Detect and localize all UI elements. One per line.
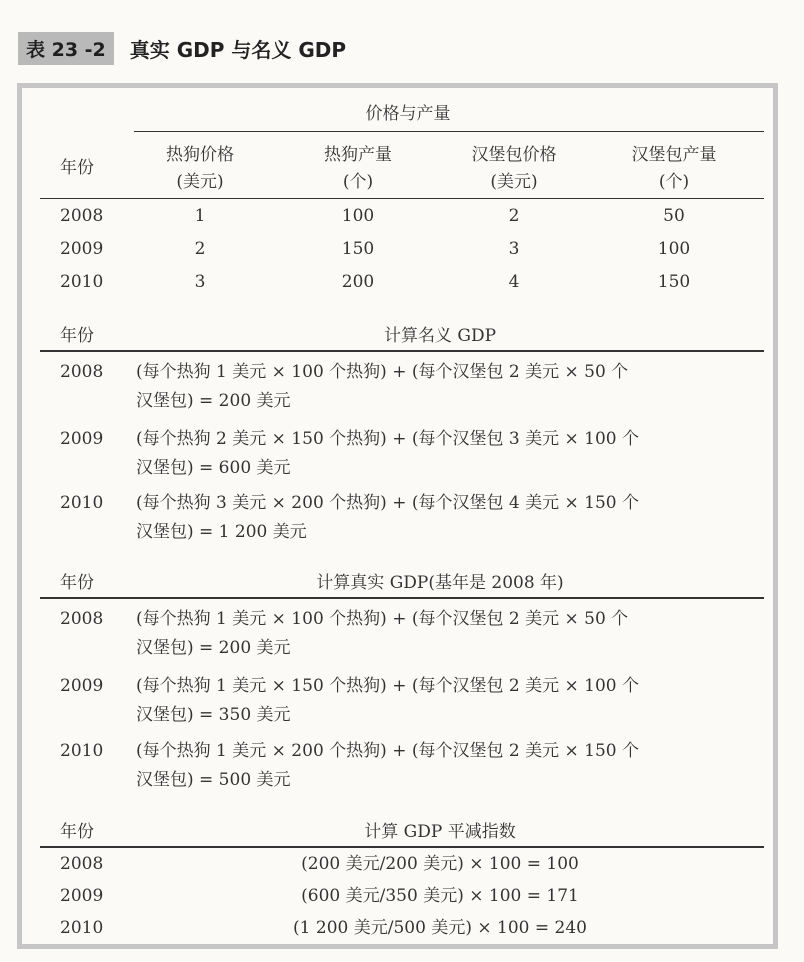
table-cell: 150: [657, 272, 691, 292]
section-prices-header-rule: [40, 198, 764, 199]
table-row-year: 2008: [60, 609, 104, 629]
col-header-hotdog-qty: 热狗产量: [324, 145, 392, 165]
table-row-year: 2009: [60, 676, 104, 696]
calculation-line: (每个热狗 3 美元 × 200 个热狗) + (每个汉堡包 4 美元 × 150 个: [136, 493, 640, 513]
section-real-gdp-rule: [40, 597, 764, 599]
section-nominal-gdp-title: 计算名义 GDP: [383, 326, 497, 346]
table-row-year: 2010: [60, 272, 104, 292]
table-row-year: 2009: [60, 429, 104, 449]
col-header-hotdog-price: 热狗价格: [166, 145, 234, 165]
table-title: 真实 GDP 与名义 GDP: [129, 37, 347, 62]
year-column-header: 年份: [60, 158, 94, 178]
section-deflator-title: 计算 GDP 平减指数: [364, 822, 516, 842]
calculation-line: 汉堡包) = 500 美元: [136, 770, 291, 790]
table-row-year: 2008: [60, 854, 104, 874]
table-cell: 1: [194, 206, 206, 226]
section-nominal-gdp-rule: [40, 350, 764, 352]
calculation-line: 汉堡包) = 200 美元: [136, 638, 291, 658]
section-deflator-rule: [40, 846, 764, 848]
col-header-hotdog-qty-unit: (个): [342, 172, 374, 192]
calculation-line: 汉堡包) = 350 美元: [136, 705, 291, 725]
calculation-line: 汉堡包) = 600 美元: [136, 458, 291, 478]
table-cell: 50: [663, 206, 685, 226]
col-header-hotdog-price-unit: (美元): [176, 172, 224, 192]
calculation-line: (每个热狗 1 美元 × 100 个热狗) + (每个汉堡包 2 美元 × 50 个: [136, 609, 629, 629]
col-header-burger-price: 汉堡包价格: [471, 145, 557, 165]
table-cell: 3: [194, 272, 206, 292]
section-prices-title: 价格与产量: [365, 104, 451, 124]
calculation-line: 汉堡包) = 200 美元: [136, 391, 291, 411]
calculation-line: (每个热狗 1 美元 × 150 个热狗) + (每个汉堡包 2 美元 × 100 个: [136, 676, 640, 696]
calculation-line: (每个热狗 2 美元 × 150 个热狗) + (每个汉堡包 3 美元 × 100 个: [136, 429, 640, 449]
year-column-header: 年份: [60, 573, 94, 593]
table-row-year: 2010: [60, 493, 104, 513]
table-cell: 200: [341, 272, 375, 292]
table-row-year: 2009: [60, 886, 104, 906]
table-row-year: 2009: [60, 239, 104, 259]
col-header-burger-qty-unit: (个): [658, 172, 690, 192]
table-row-year: 2010: [60, 741, 104, 761]
year-column-header: 年份: [60, 822, 94, 842]
deflator-formula: (600 美元/350 美元) × 100 = 171: [301, 886, 579, 906]
table-cell: 2: [194, 239, 206, 259]
table-cell: 150: [341, 239, 375, 259]
calculation-line: (每个热狗 1 美元 × 200 个热狗) + (每个汉堡包 2 美元 × 150 个: [136, 741, 640, 761]
deflator-formula: (200 美元/200 美元) × 100 = 100: [301, 854, 579, 874]
col-header-burger-price-unit: (美元): [490, 172, 538, 192]
section-real-gdp-title: 计算真实 GDP(基年是 2008 年): [316, 573, 564, 593]
calculation-line: (每个热狗 1 美元 × 100 个热狗) + (每个汉堡包 2 美元 × 50 个: [136, 362, 629, 382]
deflator-formula: (1 200 美元/500 美元) × 100 = 240: [293, 918, 587, 938]
table-cell: 100: [341, 206, 375, 226]
table-cell: 100: [657, 239, 691, 259]
col-header-burger-qty: 汉堡包产量: [631, 145, 717, 165]
section-prices-top-rule: [134, 131, 764, 132]
table-cell: 4: [508, 272, 520, 292]
table-row-year: 2008: [60, 362, 104, 382]
table-caption: [18, 33, 346, 63]
calculation-line: 汉堡包) = 1 200 美元: [136, 522, 307, 542]
table-number: 表 23 -2: [18, 32, 114, 65]
table-row-year: 2008: [60, 206, 104, 226]
year-column-header: 年份: [60, 326, 94, 346]
table-cell: 3: [508, 239, 520, 259]
table-cell: 2: [508, 206, 520, 226]
table-row-year: 2010: [60, 918, 104, 938]
